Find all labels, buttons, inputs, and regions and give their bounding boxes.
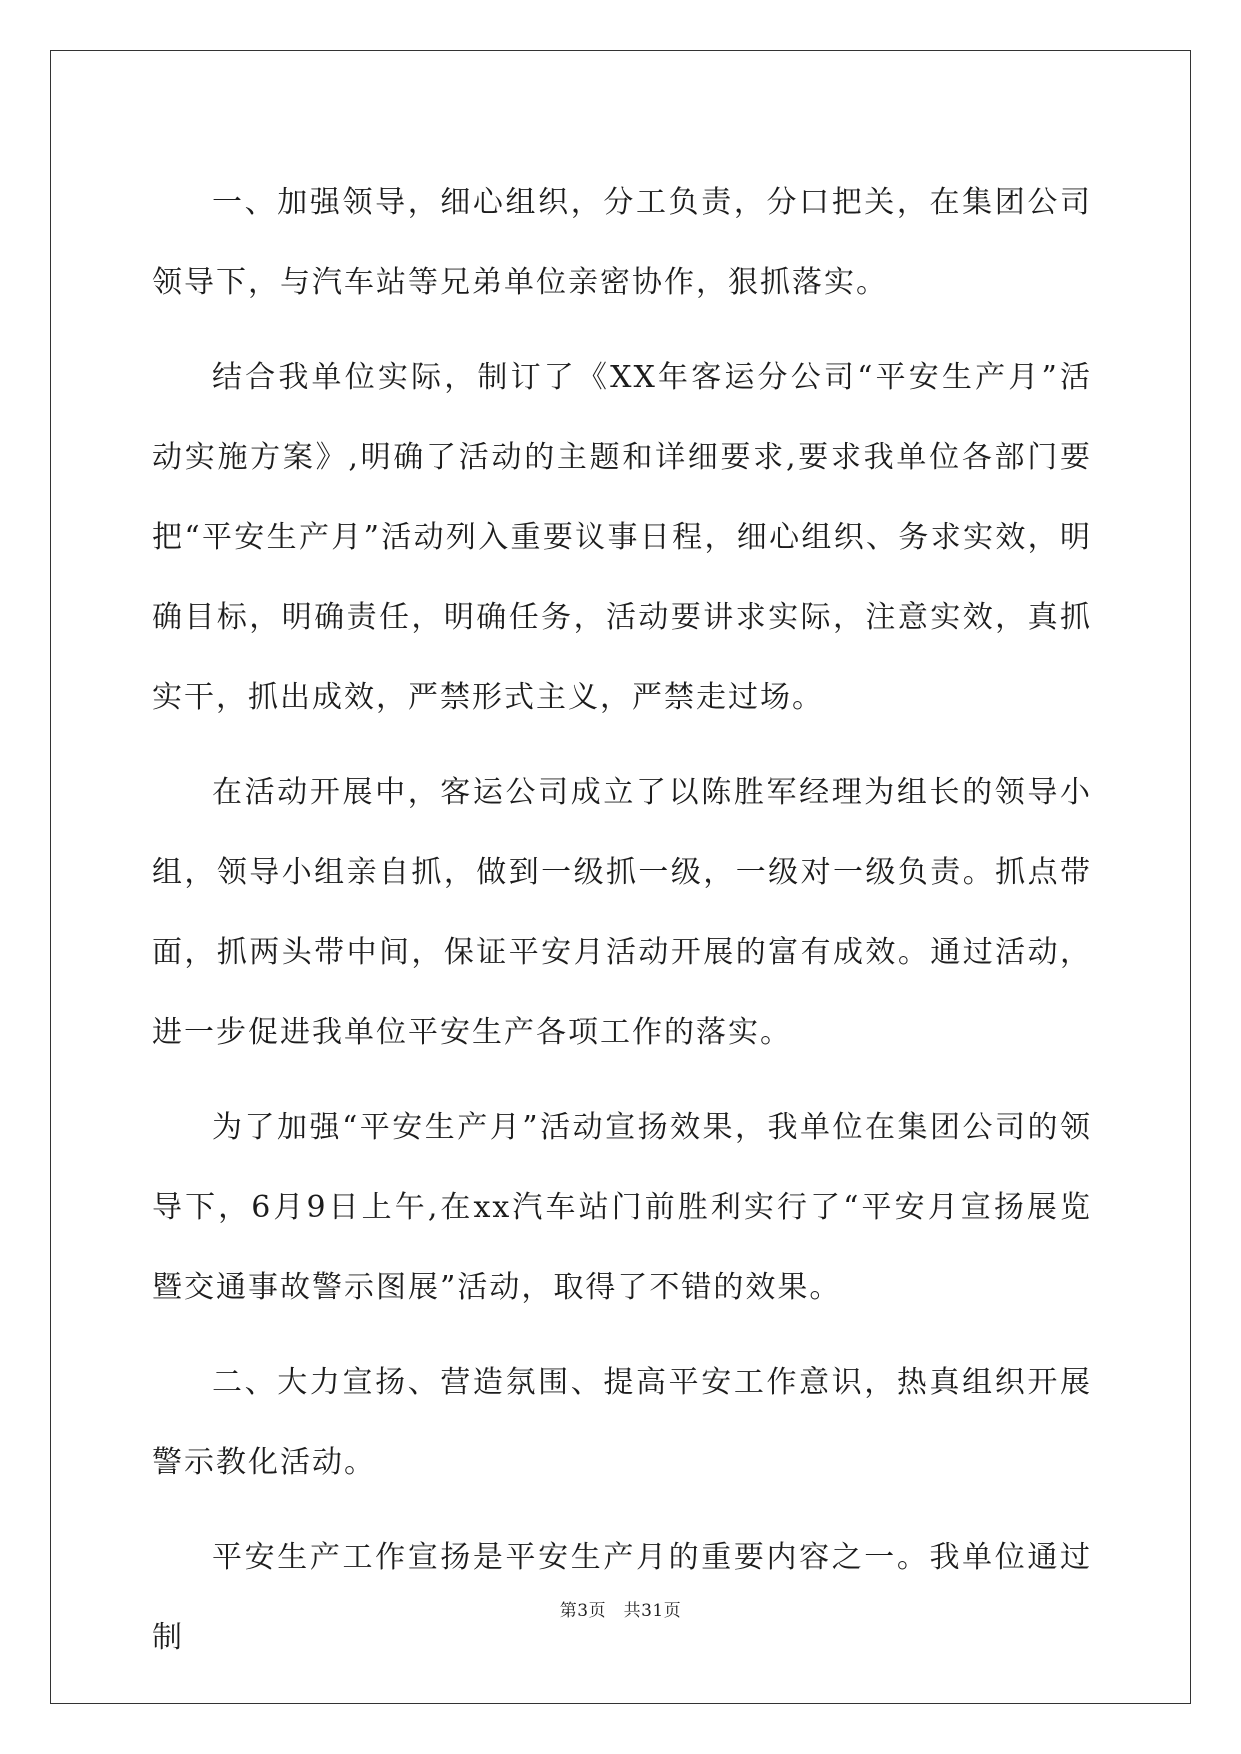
page-number: 第3页 共31页 <box>559 1601 682 1621</box>
paragraph-4: 为了加强“平安生产月”活动宣扬效果，我单位在集团公司的领导下，6月9日上午,在xx汽车站门前胜利实行了“平安月宣扬展览暨交通事故警示图展”活动，取得了不错的效果。 <box>152 1110 1092 1305</box>
paragraph-2: 结合我单位实际，制订了《XX年客运分公司“平安生产月”活动实施方案》,明确了活动的主题和详细要求,要求我单位各部门要把“平安生产月”活动列入重要议事日程，细心组织、务求实效，明确目标，明确责任，明确任务，活动要讲求实际，注意实效，真抓实干，抓出成效，严禁形式主义，严禁走过场。 <box>152 360 1092 715</box>
paragraph-5: 二、大力宣扬、营造氛围、提高平安工作意识，热真组织开展警示教化活动。 <box>152 1365 1092 1480</box>
document-body <box>152 163 1092 1693</box>
paragraph-3: 在活动开展中，客运公司成立了以陈胜军经理为组长的领导小组，领导小组亲自抓，做到一级抓一级，一级对一级负责。抓点带面，抓两头带中间，保证平安月活动开展的富有成效。通过活动，进一步促进我单位平安生产各项工作的落实。 <box>152 775 1092 1050</box>
paragraph-1: 一、加强领导，细心组织，分工负责，分口把关，在集团公司领导下，与汽车站等兄弟单位亲密协作，狠抓落实。 <box>152 185 1092 300</box>
paragraph-6: 平安生产工作宣扬是平安生产月的重要内容之一。我单位通过制 <box>152 1540 1092 1655</box>
